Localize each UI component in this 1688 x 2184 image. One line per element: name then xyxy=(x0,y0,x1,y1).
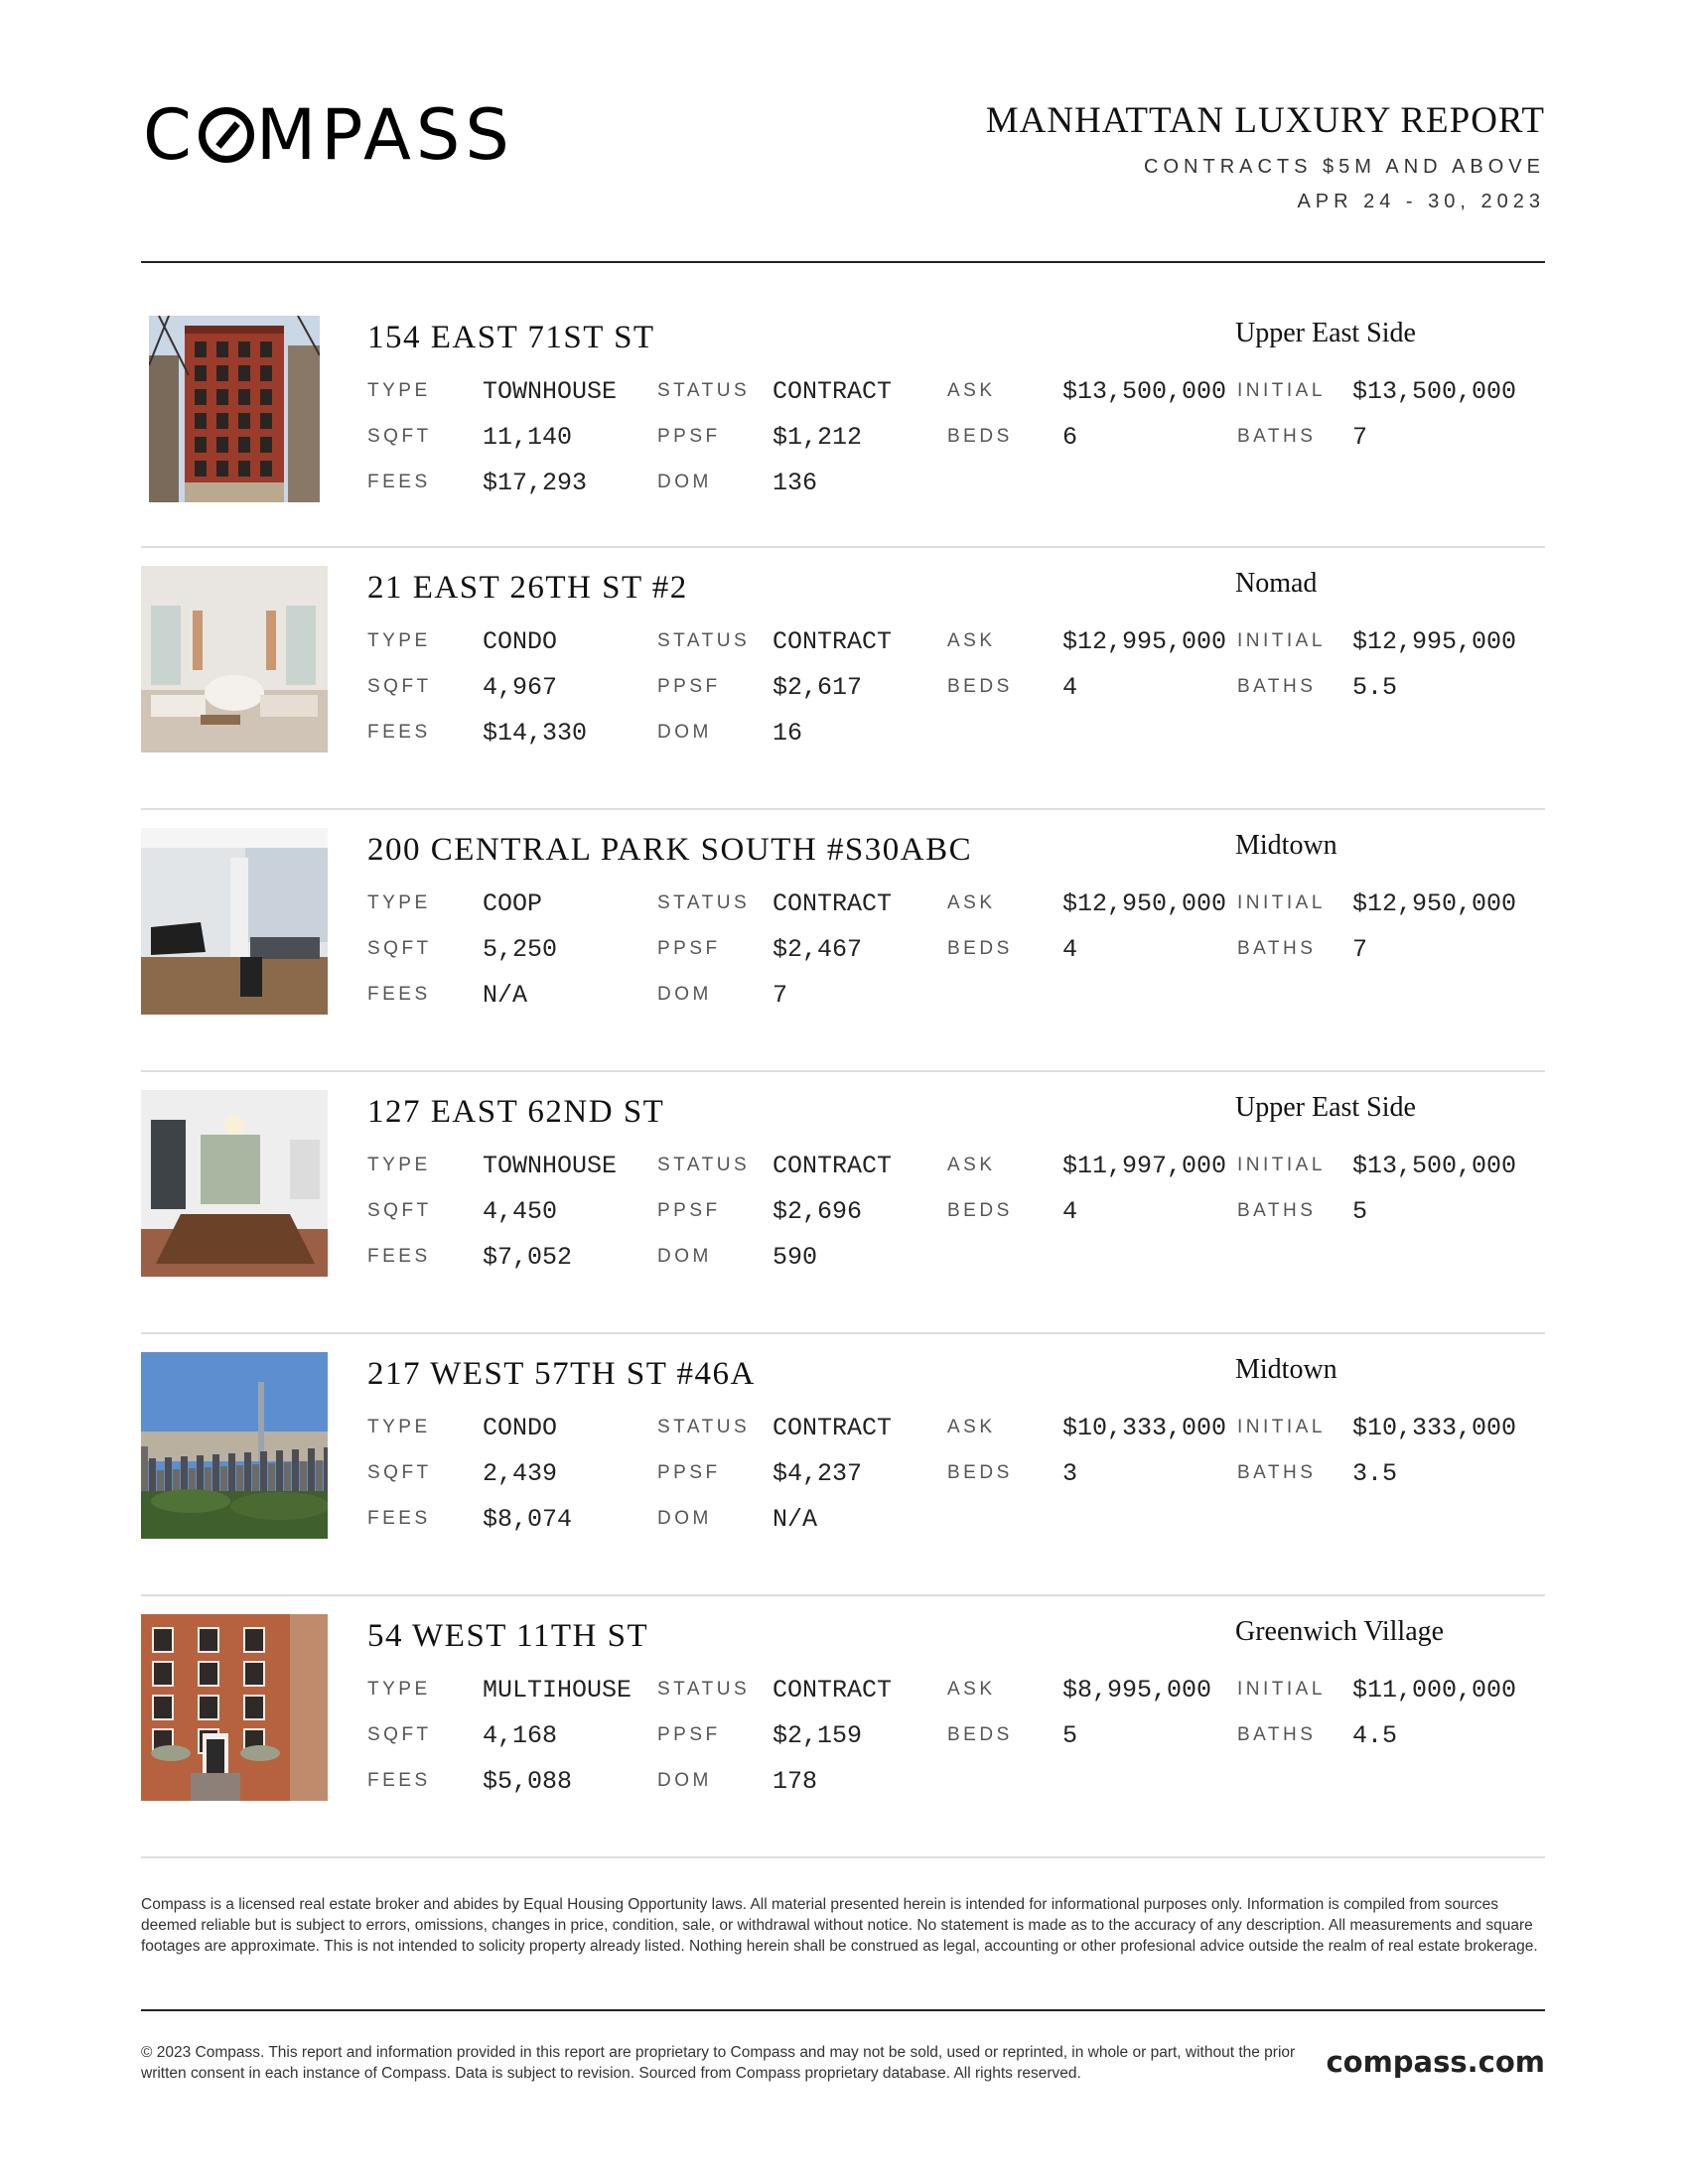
initial-value: $12,950,000 xyxy=(1352,889,1517,918)
sqft-value: 4,168 xyxy=(483,1721,558,1750)
type-value: CONDO xyxy=(483,1414,558,1442)
initial-value: $10,333,000 xyxy=(1352,1414,1517,1442)
ask-value: $10,333,000 xyxy=(1062,1414,1227,1442)
status-value: CONTRACT xyxy=(773,1676,893,1705)
listing-address: 21 EAST 26TH ST #2 xyxy=(367,570,688,606)
dom-label: DOM xyxy=(657,1246,712,1267)
fees-label: FEES xyxy=(367,984,431,1005)
ask-label: ASK xyxy=(947,1417,996,1437)
report-subtitle: CONTRACTS $5M AND ABOVE xyxy=(1144,156,1545,178)
beds-label: BEDS xyxy=(947,1724,1013,1745)
initial-value: $11,000,000 xyxy=(1352,1676,1517,1705)
beds-value: 5 xyxy=(1062,1721,1078,1750)
sqft-value: 4,967 xyxy=(483,673,558,702)
ppsf-value: $4,237 xyxy=(773,1459,863,1488)
beds-value: 3 xyxy=(1062,1459,1078,1488)
fees-value: N/A xyxy=(483,981,528,1010)
listing-neighborhood: Nomad xyxy=(1235,568,1318,599)
sqft-value: 5,250 xyxy=(483,935,558,964)
fees-value: $8,074 xyxy=(483,1505,573,1534)
status-label: STATUS xyxy=(657,380,751,401)
type-label: TYPE xyxy=(367,380,431,401)
footer-divider xyxy=(141,2009,1545,2011)
status-label: STATUS xyxy=(657,1155,751,1175)
type-label: TYPE xyxy=(367,1417,431,1437)
status-value: CONTRACT xyxy=(773,1152,893,1180)
dom-value: 7 xyxy=(773,981,788,1010)
type-value: TOWNHOUSE xyxy=(483,1152,618,1180)
listing xyxy=(141,1596,1545,1858)
listing xyxy=(141,298,1545,548)
ppsf-value: $2,159 xyxy=(773,1721,863,1750)
ask-value: $12,950,000 xyxy=(1062,889,1227,918)
ppsf-label: PPSF xyxy=(657,676,721,697)
sqft-label: SQFT xyxy=(367,1200,432,1221)
beds-value: 4 xyxy=(1062,935,1078,964)
ppsf-value: $2,696 xyxy=(773,1197,863,1226)
listing-row xyxy=(367,627,1539,657)
fees-label: FEES xyxy=(367,1246,431,1267)
listing-address: 154 EAST 71ST ST xyxy=(367,320,655,355)
baths-label: BATHS xyxy=(1237,1724,1317,1745)
initial-label: INITIAL xyxy=(1237,1155,1326,1175)
fees-value: $5,088 xyxy=(483,1767,573,1796)
dom-value: 136 xyxy=(773,469,818,497)
initial-value: $12,995,000 xyxy=(1352,627,1517,656)
listing-row xyxy=(367,719,1539,749)
listing-row xyxy=(367,1505,1539,1535)
listing-row xyxy=(367,1414,1539,1443)
beds-label: BEDS xyxy=(947,1200,1013,1221)
listings xyxy=(141,298,1545,1858)
listing-row xyxy=(367,1243,1539,1273)
type-value: MULTIHOUSE xyxy=(483,1676,633,1705)
listing-neighborhood: Upper East Side xyxy=(1235,318,1416,348)
listing-neighborhood: Greenwich Village xyxy=(1235,1616,1445,1647)
ask-value: $12,995,000 xyxy=(1062,627,1227,656)
ppsf-label: PPSF xyxy=(657,938,721,959)
type-value: TOWNHOUSE xyxy=(483,377,618,406)
property-photo xyxy=(141,1614,328,1801)
report-header xyxy=(986,99,1545,213)
dom-value: 16 xyxy=(773,719,803,748)
status-label: STATUS xyxy=(657,1417,751,1437)
sqft-label: SQFT xyxy=(367,426,432,447)
site-url[interactable]: compass.com xyxy=(1326,2045,1545,2079)
dom-label: DOM xyxy=(657,1508,712,1529)
type-label: TYPE xyxy=(367,892,431,913)
ask-value: $13,500,000 xyxy=(1062,377,1227,406)
listing xyxy=(141,1072,1545,1334)
status-value: CONTRACT xyxy=(773,889,893,918)
ask-value: $8,995,000 xyxy=(1062,1676,1212,1705)
baths-label: BATHS xyxy=(1237,676,1317,697)
report-date-range: APR 24 - 30, 2023 xyxy=(1297,191,1545,212)
beds-value: 4 xyxy=(1062,1197,1078,1226)
status-value: CONTRACT xyxy=(773,377,893,406)
listing-row xyxy=(367,1676,1539,1706)
listing-row xyxy=(367,1152,1539,1181)
fees-label: FEES xyxy=(367,472,431,492)
baths-label: BATHS xyxy=(1237,1462,1317,1483)
beds-label: BEDS xyxy=(947,938,1013,959)
listing-row xyxy=(367,1459,1539,1489)
listing-address: 217 WEST 57TH ST #46A xyxy=(367,1356,756,1392)
type-label: TYPE xyxy=(367,630,431,651)
disclaimer: Compass is a licensed real estate broker and abides by Equal Housing Opportunity laws. All material presented herein is intended for informational purposes only. Information is compiled from sources deemed reliable but is subject to errors, omissions, changes in price, condition, sale, or withdrawal without notice. No statement is made as to the accuracy of any description. All measurements and square footages are approximate. This is not intended to solicity property already listed. Nothing herein shall be construed as legal, accounting or other profesional advice outside the realm of real estate brokerage. xyxy=(141,1896,1538,1955)
initial-value: $13,500,000 xyxy=(1352,377,1517,406)
listing-neighborhood: Midtown xyxy=(1235,830,1337,861)
dom-value: 590 xyxy=(773,1243,818,1272)
listing-row xyxy=(367,1197,1539,1227)
fees-label: FEES xyxy=(367,722,431,743)
initial-label: INITIAL xyxy=(1237,380,1326,401)
ppsf-value: $1,212 xyxy=(773,423,863,452)
ask-label: ASK xyxy=(947,630,996,651)
sqft-label: SQFT xyxy=(367,938,432,959)
listing xyxy=(141,548,1545,810)
beds-value: 4 xyxy=(1062,673,1078,702)
type-value: CONDO xyxy=(483,627,558,656)
dom-value: 178 xyxy=(773,1767,818,1796)
ppsf-value: $2,467 xyxy=(773,935,863,964)
listing-row xyxy=(367,469,1539,498)
header-divider xyxy=(141,261,1545,263)
ask-label: ASK xyxy=(947,892,996,913)
ask-label: ASK xyxy=(947,1679,996,1700)
listing-row xyxy=(367,377,1539,407)
listing xyxy=(141,810,1545,1072)
baths-label: BATHS xyxy=(1237,938,1317,959)
ppsf-label: PPSF xyxy=(657,426,721,447)
listing-row xyxy=(367,673,1539,703)
listing-address: 54 WEST 11TH ST xyxy=(367,1618,649,1654)
listing xyxy=(141,1334,1545,1596)
ppsf-label: PPSF xyxy=(657,1200,721,1221)
ppsf-value: $2,617 xyxy=(773,673,863,702)
listing-address: 127 EAST 62ND ST xyxy=(367,1094,665,1130)
initial-value: $13,500,000 xyxy=(1352,1152,1517,1180)
report-title: MANHATTAN LUXURY REPORT xyxy=(985,100,1545,141)
dom-label: DOM xyxy=(657,984,712,1005)
baths-value: 4.5 xyxy=(1352,1721,1398,1750)
dom-value: N/A xyxy=(773,1505,818,1534)
ppsf-label: PPSF xyxy=(657,1462,721,1483)
baths-value: 3.5 xyxy=(1352,1459,1398,1488)
baths-label: BATHS xyxy=(1237,426,1317,447)
fees-label: FEES xyxy=(367,1770,431,1791)
beds-label: BEDS xyxy=(947,426,1013,447)
fees-value: $14,330 xyxy=(483,719,588,748)
type-label: TYPE xyxy=(367,1155,431,1175)
fees-value: $17,293 xyxy=(483,469,588,497)
compass-o-icon xyxy=(199,107,254,163)
listing-row xyxy=(367,935,1539,965)
copyright: © 2023 Compass. This report and information provided in this report are proprietary to Compass and may not be sold, used or reprinted, in whole or part, without the prior written consent in each instance of Compass. Data is subject to revision. Sourced from Compass proprietary database. All rights reserved. xyxy=(141,2044,1296,2082)
initial-label: INITIAL xyxy=(1237,1679,1326,1700)
fees-label: FEES xyxy=(367,1508,431,1529)
listing-row xyxy=(367,1721,1539,1751)
ask-label: ASK xyxy=(947,1155,996,1175)
listing-neighborhood: Midtown xyxy=(1235,1354,1337,1385)
listing-neighborhood: Upper East Side xyxy=(1235,1092,1416,1123)
dom-label: DOM xyxy=(657,722,712,743)
dom-label: DOM xyxy=(657,472,712,492)
sqft-label: SQFT xyxy=(367,1462,432,1483)
listing-address: 200 CENTRAL PARK SOUTH #S30ABC xyxy=(367,832,973,868)
property-photo xyxy=(141,566,328,752)
compass-logo: C MPASS xyxy=(143,94,514,176)
sqft-label: SQFT xyxy=(367,1724,432,1745)
initial-label: INITIAL xyxy=(1237,630,1326,651)
sqft-value: 11,140 xyxy=(483,423,573,452)
listing-row xyxy=(367,1767,1539,1797)
beds-label: BEDS xyxy=(947,1462,1013,1483)
sqft-value: 4,450 xyxy=(483,1197,558,1226)
listing-row xyxy=(367,981,1539,1011)
sqft-label: SQFT xyxy=(367,676,432,697)
baths-value: 7 xyxy=(1352,935,1368,964)
status-value: CONTRACT xyxy=(773,627,893,656)
fees-value: $7,052 xyxy=(483,1243,573,1272)
status-value: CONTRACT xyxy=(773,1414,893,1442)
status-label: STATUS xyxy=(657,630,751,651)
baths-value: 5 xyxy=(1352,1197,1368,1226)
ask-label: ASK xyxy=(947,380,996,401)
initial-label: INITIAL xyxy=(1237,892,1326,913)
listing-row xyxy=(367,889,1539,919)
type-value: COOP xyxy=(483,889,543,918)
dom-label: DOM xyxy=(657,1770,712,1791)
baths-value: 5.5 xyxy=(1352,673,1398,702)
beds-label: BEDS xyxy=(947,676,1013,697)
ask-value: $11,997,000 xyxy=(1062,1152,1227,1180)
sqft-value: 2,439 xyxy=(483,1459,558,1488)
type-label: TYPE xyxy=(367,1679,431,1700)
listing-row xyxy=(367,423,1539,453)
status-label: STATUS xyxy=(657,892,751,913)
initial-label: INITIAL xyxy=(1237,1417,1326,1437)
property-photo xyxy=(141,1352,328,1539)
ppsf-label: PPSF xyxy=(657,1724,721,1745)
property-photo xyxy=(141,1090,328,1277)
property-photo xyxy=(141,828,328,1015)
status-label: STATUS xyxy=(657,1679,751,1700)
beds-value: 6 xyxy=(1062,423,1078,452)
property-photo xyxy=(149,316,320,502)
baths-label: BATHS xyxy=(1237,1200,1317,1221)
baths-value: 7 xyxy=(1352,423,1368,452)
